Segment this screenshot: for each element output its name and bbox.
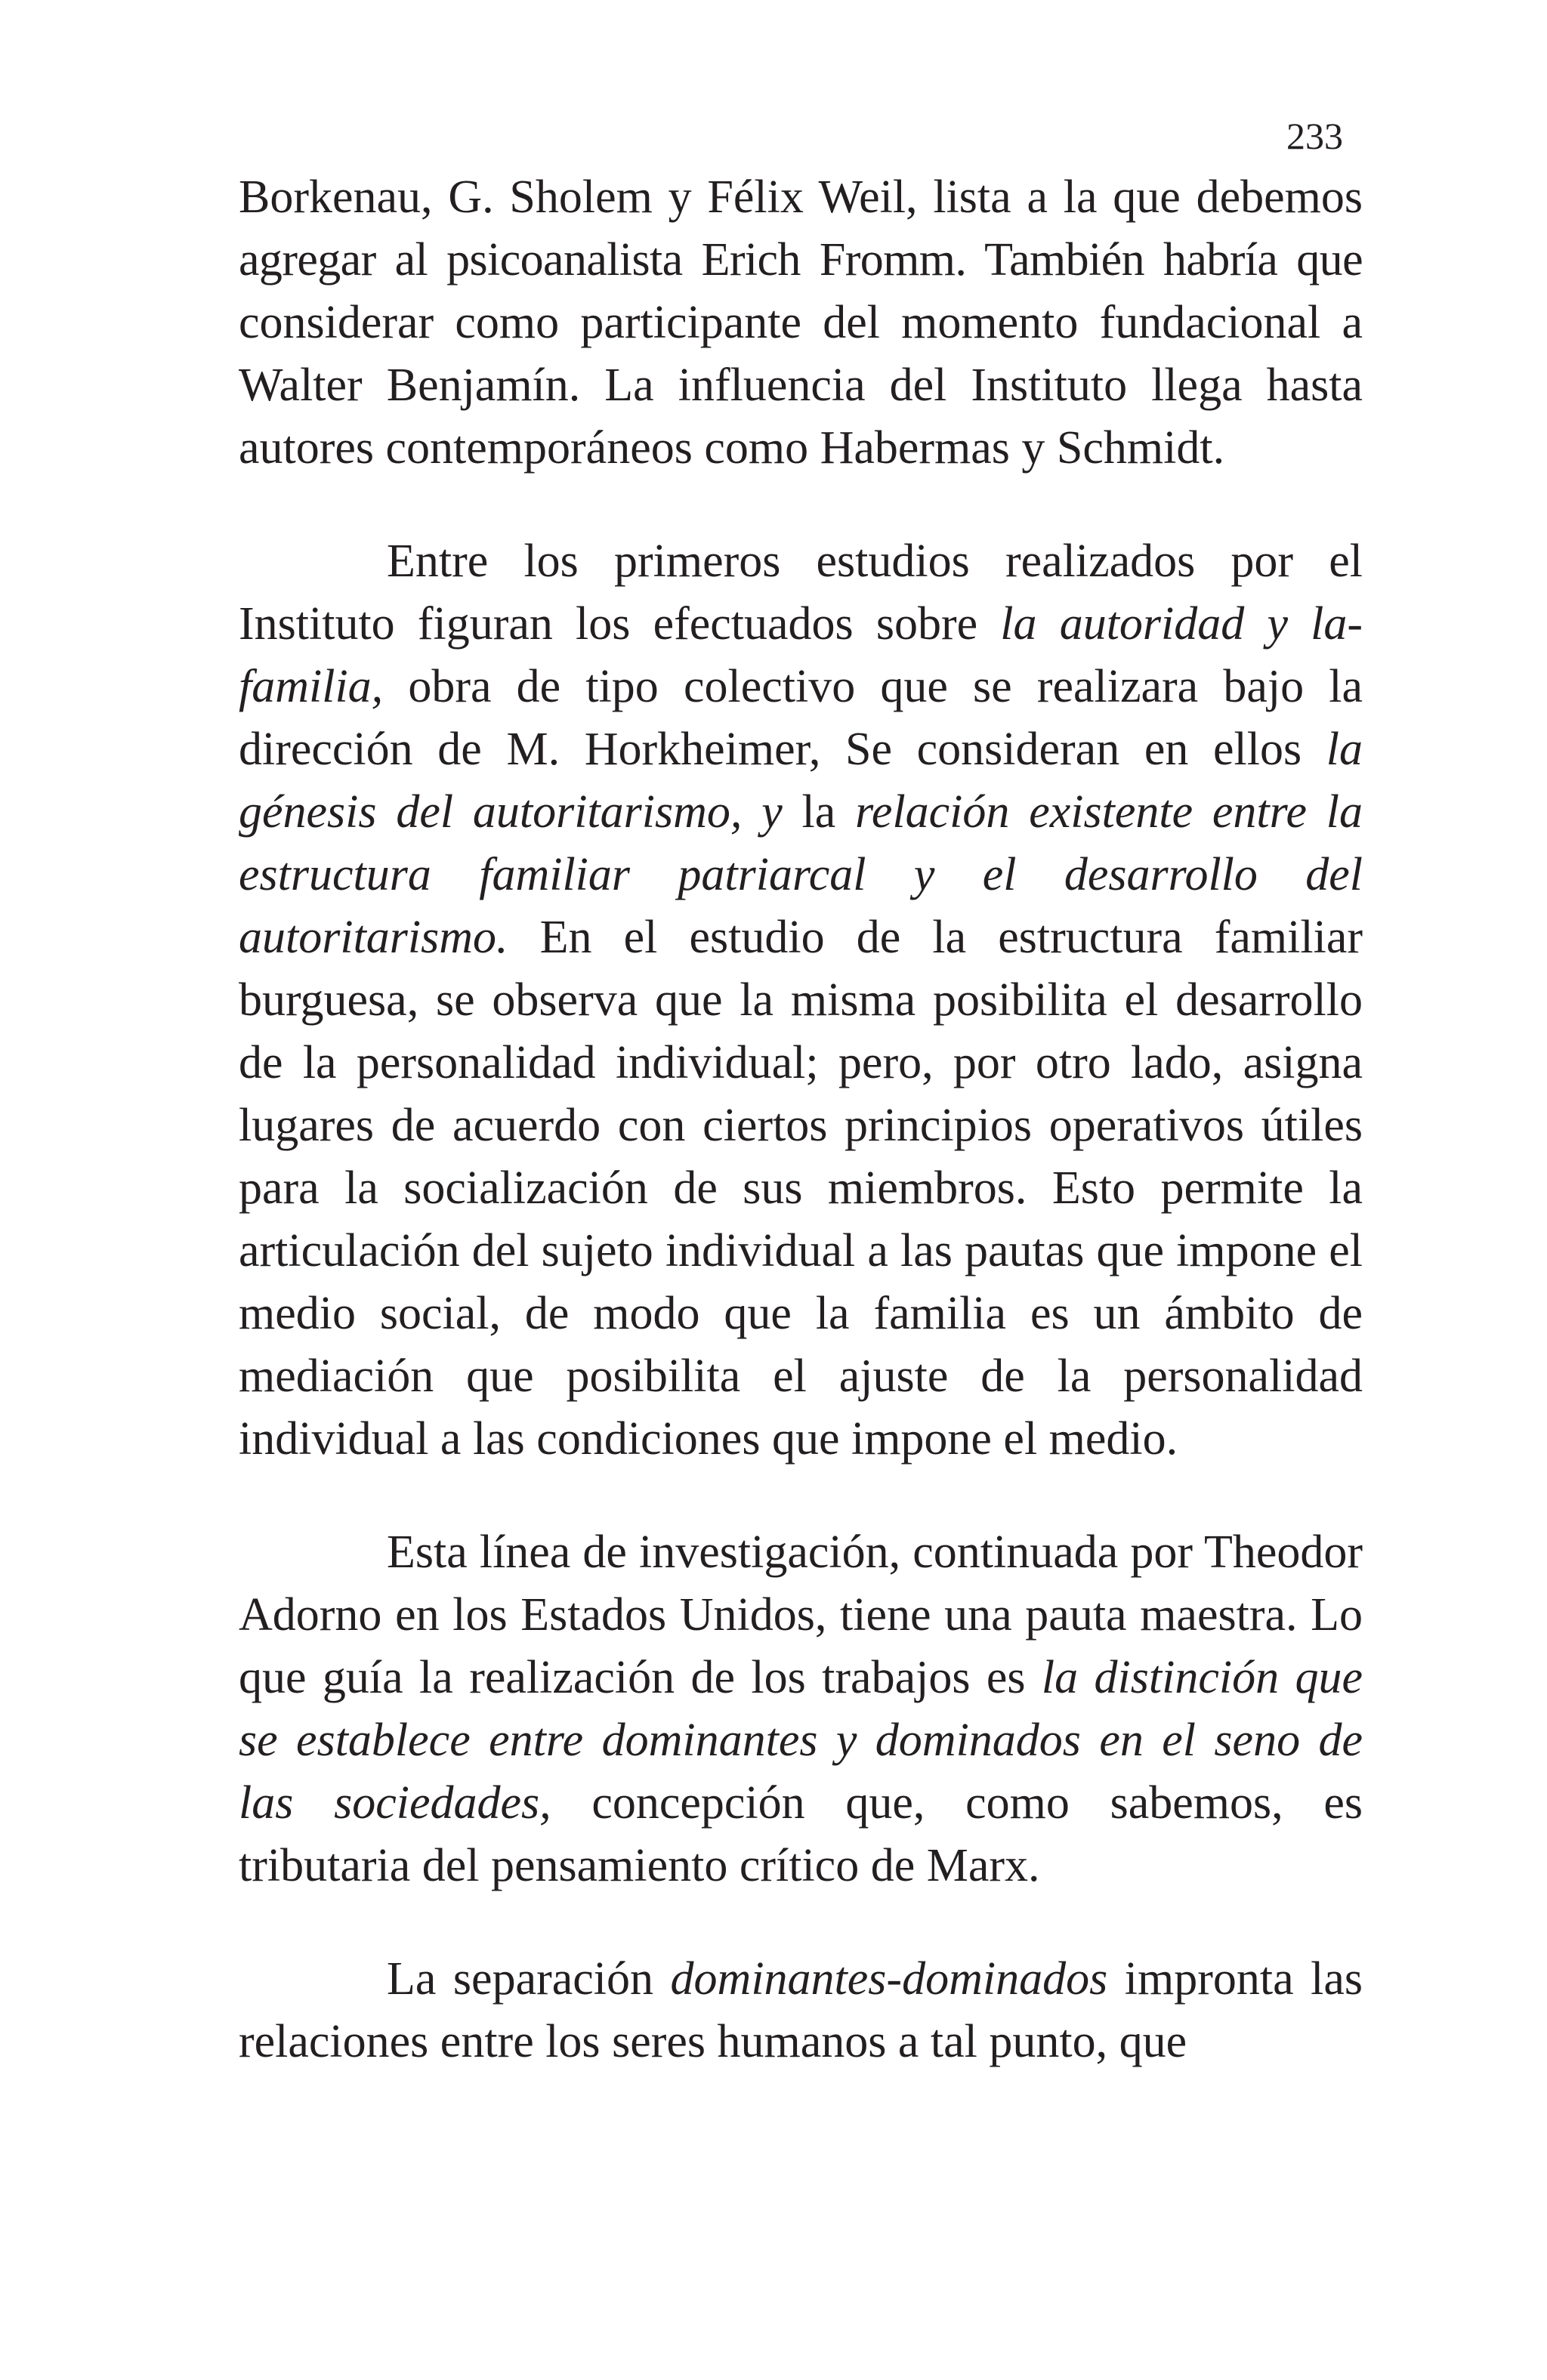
paragraph-1-line-4: a Walter Benjamín. La influencia del Instituto llega hasta — [239, 297, 1363, 411]
paragraph-2-text: obra de tipo colectivo que se realizara bajo la dirección de M. Horkheimer, Se consideran en ellos — [239, 661, 1363, 775]
paragraph-2-text: la — [782, 786, 856, 838]
paragraph-1-line-2: agregar al psicoanalista Erich Fromm. También habría que — [239, 234, 1363, 286]
paragraph-3-italic: la distinción que se establece entre dominantes y dominados en el seno de las sociedades, — [239, 1652, 1363, 1829]
paragraph-4-text: impronta las relaciones entre los seres humanos a tal punto, que — [239, 1953, 1363, 2067]
paragraph-4-text: La separación — [387, 1953, 671, 2005]
paragraph-2-italic: relación existente entre la estructura familiar patriarcal y el desarrollo del autoritarismo. — [239, 786, 1363, 963]
paragraph-3 — [239, 1521, 1363, 1897]
page-number: 233 — [1286, 115, 1343, 157]
paragraph-2-text: Entre los primeros estudios realizados por el Instituto figuran los efectuados sobre — [239, 536, 1363, 650]
paragraph-1-line-1: Borkenau, G. Sholem y Félix Weil, lista a la que debemos — [239, 171, 1363, 223]
paragraph-4-italic: dominantes-dominados — [670, 1953, 1108, 2005]
paragraph-2 — [239, 530, 1363, 1471]
paragraph-2-text: En el estudio de la estructura familiar burguesa, se observa que la misma posibilita el desarrollo de la personalidad individual; pero, por otro lado, asigna lugares de acuerdo con ciertos principios operativos útiles para la socialización de sus miembros. Esto permite la articulación del sujeto individual a las pautas que impone el medio social, de modo que la familia es un ámbito de mediación que posibilita el ajuste de la personalidad individual a las condiciones que impone el medio. — [239, 912, 1363, 1465]
paragraph-4 — [239, 1948, 1363, 2073]
paragraph-3-text: concepción que, como sabemos, es tributaria del pensamiento crítico de Marx. — [239, 1777, 1363, 1891]
body-text — [239, 166, 1363, 2073]
paragraph-2-italic: la génesis del autoritarismo, y — [239, 724, 1363, 838]
paragraph-1-line-3: considerar como participante del momento fundacional — [239, 297, 1321, 348]
paragraph-1 — [239, 166, 1363, 480]
paragraph-1-line-5: autores contemporáneos como Habermas y Schmidt. — [239, 422, 1225, 474]
paragraph-2-italic: la autoridad y la-familia, — [239, 598, 1363, 712]
paragraph-3-text: Esta línea de investigación, continuada por Theodor Adorno en los Estados Unidos, tiene una pauta maestra. Lo que guía la realización de los trabajos es — [239, 1526, 1363, 1703]
